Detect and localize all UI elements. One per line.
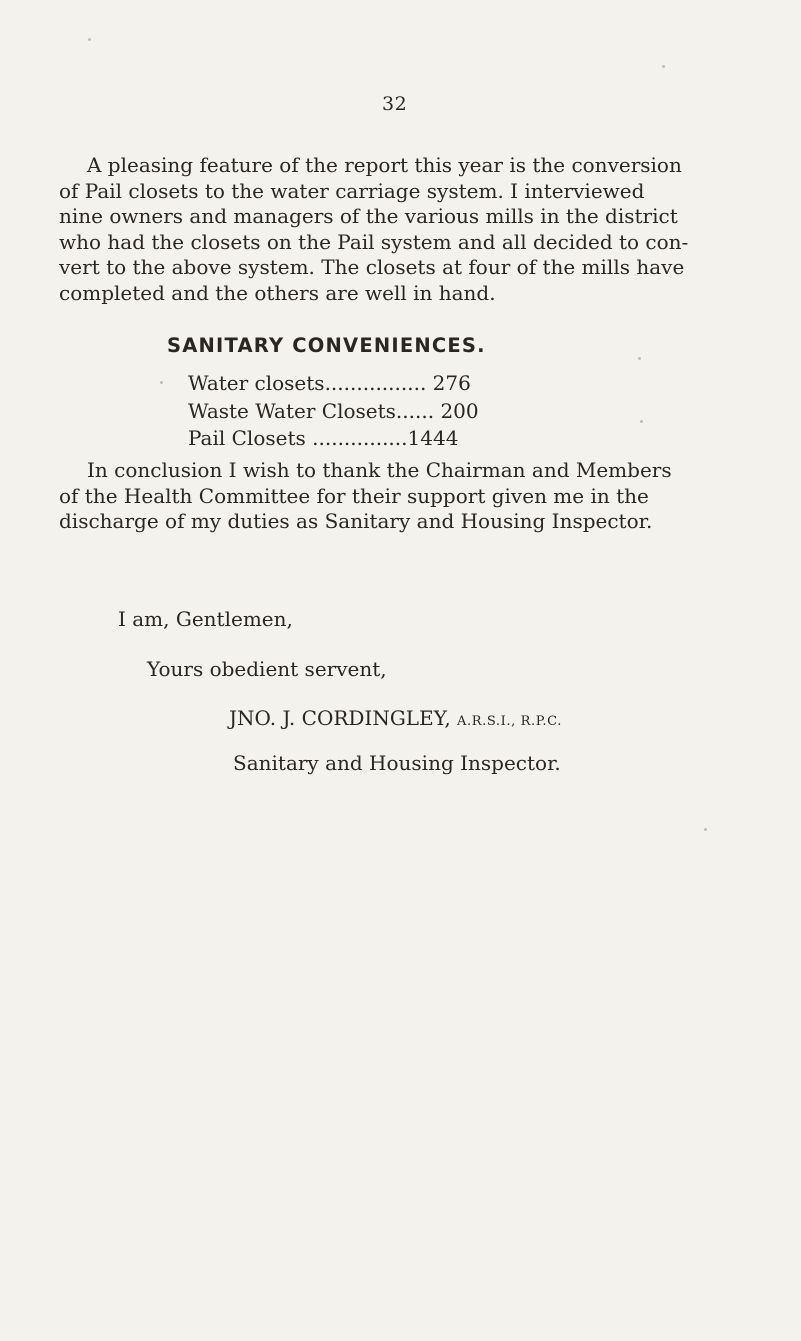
paragraph-line: vert to the above system. The closets at four of the mills have [59,255,685,279]
paragraph-line: who had the closets on the Pail system and all decided to con- [59,229,689,254]
signatory [229,706,562,730]
stat-label: Water closets [188,371,325,395]
scan-speck [160,381,163,384]
paragraph-line: of Pail closets to the water carriage system. I interviewed [59,178,645,203]
scan-speck [662,65,665,68]
stat-row-pail-closets [188,425,479,453]
signatory-name: JNO. J. CORDINGLEY, [229,706,451,730]
stat-value: 1444 [407,426,459,450]
paragraph-line: A pleasing feature of the report this year is the conversion [87,153,682,177]
page-number: 32 [382,93,408,115]
stat-value: 200 [440,398,479,423]
scan-speck [88,38,91,41]
paragraph-line: discharge of my duties as Sanitary and Housing Inspector. [59,509,653,533]
stat-row-waste-water-closets [188,398,479,426]
closing-greeting: I am, Gentlemen, [118,607,293,631]
stat-label: Pail Closets [188,426,306,450]
sanitary-conveniences-list [188,370,479,453]
paragraph-line: In conclusion I wish to thank the Chairman and Members [87,458,672,482]
stat-value: 276 [432,371,471,395]
stat-row-water-closets [188,370,479,398]
closing-valediction: Yours obedient servent, [147,657,387,681]
paragraph-line: nine owners and managers of the various mills in the district [59,204,678,228]
signatory-title: Sanitary and Housing Inspector. [233,751,561,775]
stat-label: Waste Water Closets [188,398,396,423]
dot-leader: ............... [312,426,408,450]
section-heading: SANITARY CONVENIENCES. [167,334,486,357]
paragraph-conversion-report [59,153,753,306]
signatory-credentials: A.R.S.I., R.P.C. [457,714,562,729]
dot-leader: ................ [324,371,427,395]
paragraph-conclusion [59,458,753,535]
scan-speck [640,420,643,423]
scan-speck [704,828,707,831]
paragraph-line: of the Health Committee for their support given me in the [59,483,649,508]
scan-speck [638,357,641,360]
paragraph-line: completed and the others are well in hand. [59,280,496,305]
dot-leader: ...... [395,398,435,423]
